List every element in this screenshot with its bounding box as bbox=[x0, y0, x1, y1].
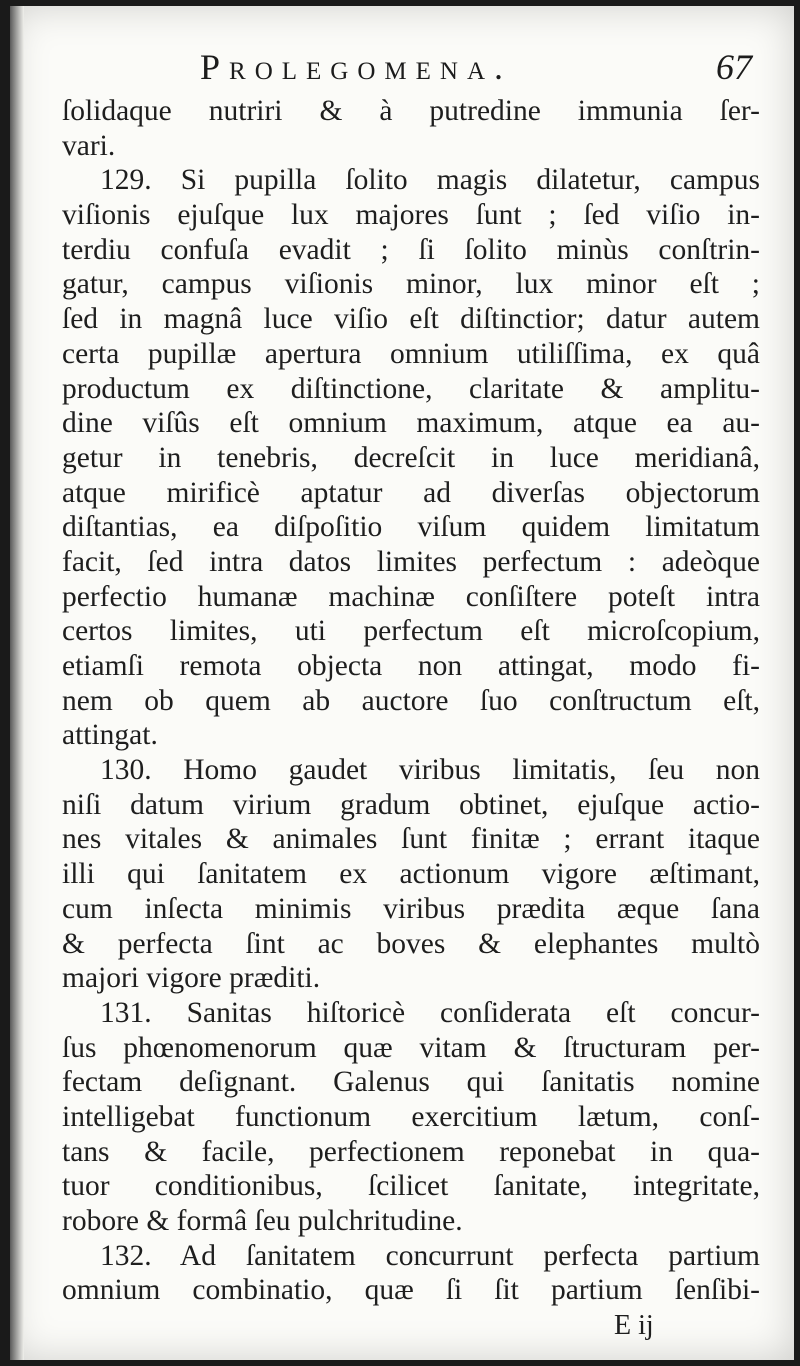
paragraph-131-start: 131. Sanitas hiſtoricè conſiderata eſt concur- bbox=[100, 996, 760, 1029]
text-line: etiamſi remota objecta non attingat, modo fi- bbox=[62, 650, 760, 682]
book-page bbox=[10, 6, 794, 1360]
paragraph-132-start: 132. Ad ſanitatem concurrunt perfecta partium bbox=[100, 1239, 760, 1272]
signature-mark: E ij bbox=[614, 1310, 654, 1341]
text-line: fectam deſignant. Galenus qui ſanitatis nomine bbox=[62, 1066, 760, 1099]
paragraph-129-start: 129. Si pupilla ſolito magis dilatetur, campus bbox=[100, 164, 760, 197]
text-line: illi qui ſanitatem ex actionum vigore æſtimant, bbox=[62, 858, 760, 891]
page-edge-shadow bbox=[10, 6, 24, 1360]
text-line: niſi datum virium gradum obtinet, ejuſque actio- bbox=[62, 788, 760, 821]
text-line: cum inſecta minimis viribus prædita æque ſana bbox=[62, 892, 760, 925]
text-line: attingat. bbox=[62, 719, 158, 752]
text-line: certos limites, uti perfectum eſt microſcopium, bbox=[62, 615, 760, 648]
text-line: tuor conditionibus, ſcilicet ſanitate, integritate, bbox=[62, 1170, 760, 1203]
text-line: viſionis ejuſque lux majores ſunt ; ſed viſio in- bbox=[62, 199, 760, 232]
paragraph-130-start: 130. Homo gaudet viribus limitatis, ſeu non bbox=[100, 754, 760, 787]
text-line: certa pupillæ apertura omnium utiliſſima, ex quâ bbox=[62, 337, 760, 370]
text-line: ſed in magnâ luce viſio eſt diſtinctior; datur autem bbox=[62, 303, 760, 336]
text-line: robore & formâ ſeu pulchritudine. bbox=[62, 1205, 463, 1237]
text-line: nes vitales & animales ſunt finitæ ; errant itaque bbox=[62, 823, 760, 856]
text-line: ſolidaque nutriri & à putredine immunia ſer- bbox=[62, 95, 760, 127]
text-line: tans & facile, perfectionem reponebat in qua- bbox=[62, 1135, 760, 1168]
text-line: intelligebat functionum exercitium lætum, conſ- bbox=[62, 1100, 760, 1133]
text-line: perfectio humanæ machinæ conſiſtere poteſt intra bbox=[62, 580, 760, 613]
text-line: gatur, campus viſionis minor, lux minor eſt ; bbox=[62, 268, 760, 301]
text-line: productum ex diſtinctione, claritate & amplitu- bbox=[62, 372, 760, 405]
header-title: Prolegomena. bbox=[200, 47, 513, 87]
text-line: & perfecta ſint ac boves & elephantes multò bbox=[62, 927, 760, 960]
text-line: dine viſûs eſt omnium maximum, atque ea au- bbox=[62, 407, 760, 440]
text-line: vari. bbox=[62, 129, 116, 162]
text-line: diſtantias, ea diſpoſitio viſum quidem limitatum bbox=[62, 511, 760, 544]
text-line: ſus phœnomenorum quæ vitam & ſtructuram per- bbox=[62, 1031, 760, 1064]
text-line: omnium combinatio, quæ ſi ſit partium ſenſibi- bbox=[62, 1274, 760, 1307]
text-line: getur in tenebris, decreſcit in luce meridianâ, bbox=[62, 441, 760, 474]
body-text bbox=[62, 94, 760, 1308]
text-line: terdiu confuſa evadit ; ſi ſolito minùs conſtrin- bbox=[62, 233, 760, 266]
page-number: 67 bbox=[716, 47, 752, 87]
text-line: atque mirificè aptatur ad diverſas objectorum bbox=[62, 476, 760, 509]
running-header bbox=[200, 46, 760, 90]
text-line: facit, ſed intra datos limites perfectum : adeòque bbox=[62, 545, 760, 578]
text-line: nem ob quem ab auctore ſuo conſtructum eſt, bbox=[62, 684, 760, 717]
text-line: majori vigore præditi. bbox=[62, 962, 321, 995]
